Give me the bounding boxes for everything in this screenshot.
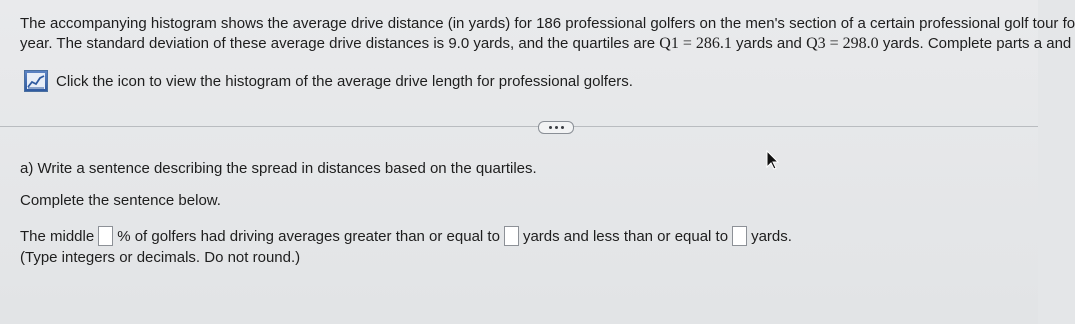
expand-more-button[interactable] bbox=[538, 121, 574, 134]
percent-answer-input[interactable] bbox=[98, 226, 113, 246]
problem-line-2-end: yards. Complete parts a and bbox=[878, 35, 1072, 52]
chart-icon-graphic bbox=[27, 73, 45, 89]
histogram-link-text[interactable]: Click the icon to view the histogram of the average drive length for professional golfers. bbox=[56, 72, 633, 90]
mouse-pointer-icon bbox=[766, 150, 780, 170]
instruction-text: Complete the sentence below. bbox=[20, 192, 221, 209]
section-divider bbox=[0, 126, 1038, 127]
sentence-part-1: The middle bbox=[20, 227, 95, 245]
sentence-part-3: yards and less than or equal to bbox=[522, 227, 729, 245]
problem-line-2 bbox=[20, 34, 1072, 54]
dot bbox=[555, 126, 558, 129]
lower-bound-answer-input[interactable] bbox=[504, 226, 519, 246]
sentence-part-4: yards. bbox=[751, 227, 792, 245]
q3-expression: Q3 = 298.0 bbox=[806, 35, 879, 52]
sentence-part-2: % of golfers had driving averages greater than or equal to bbox=[117, 227, 500, 245]
part-a-question: a) Write a sentence describing the spread in distances based on the quartiles. bbox=[20, 160, 537, 177]
problem-line-2-mid: yards and bbox=[731, 35, 807, 52]
dot bbox=[549, 126, 552, 129]
problem-statement bbox=[20, 14, 1075, 54]
upper-bound-answer-input[interactable] bbox=[732, 226, 747, 246]
answer-sentence bbox=[20, 226, 792, 246]
problem-line-1: The accompanying histogram shows the average drive distance (in yards) for 186 professional golfers on the men's section of a certain professional golf tour fo bbox=[20, 15, 1075, 32]
problem-line-2-start: year. The standard deviation of these average drive distances is 9.0 yards, and the quartiles are bbox=[20, 35, 660, 52]
dot bbox=[561, 126, 564, 129]
chart-icon[interactable] bbox=[24, 70, 48, 92]
q1-expression: Q1 = 286.1 bbox=[659, 35, 732, 52]
histogram-link-row bbox=[24, 70, 633, 92]
answer-format-hint: (Type integers or decimals. Do not round.) bbox=[20, 249, 301, 266]
